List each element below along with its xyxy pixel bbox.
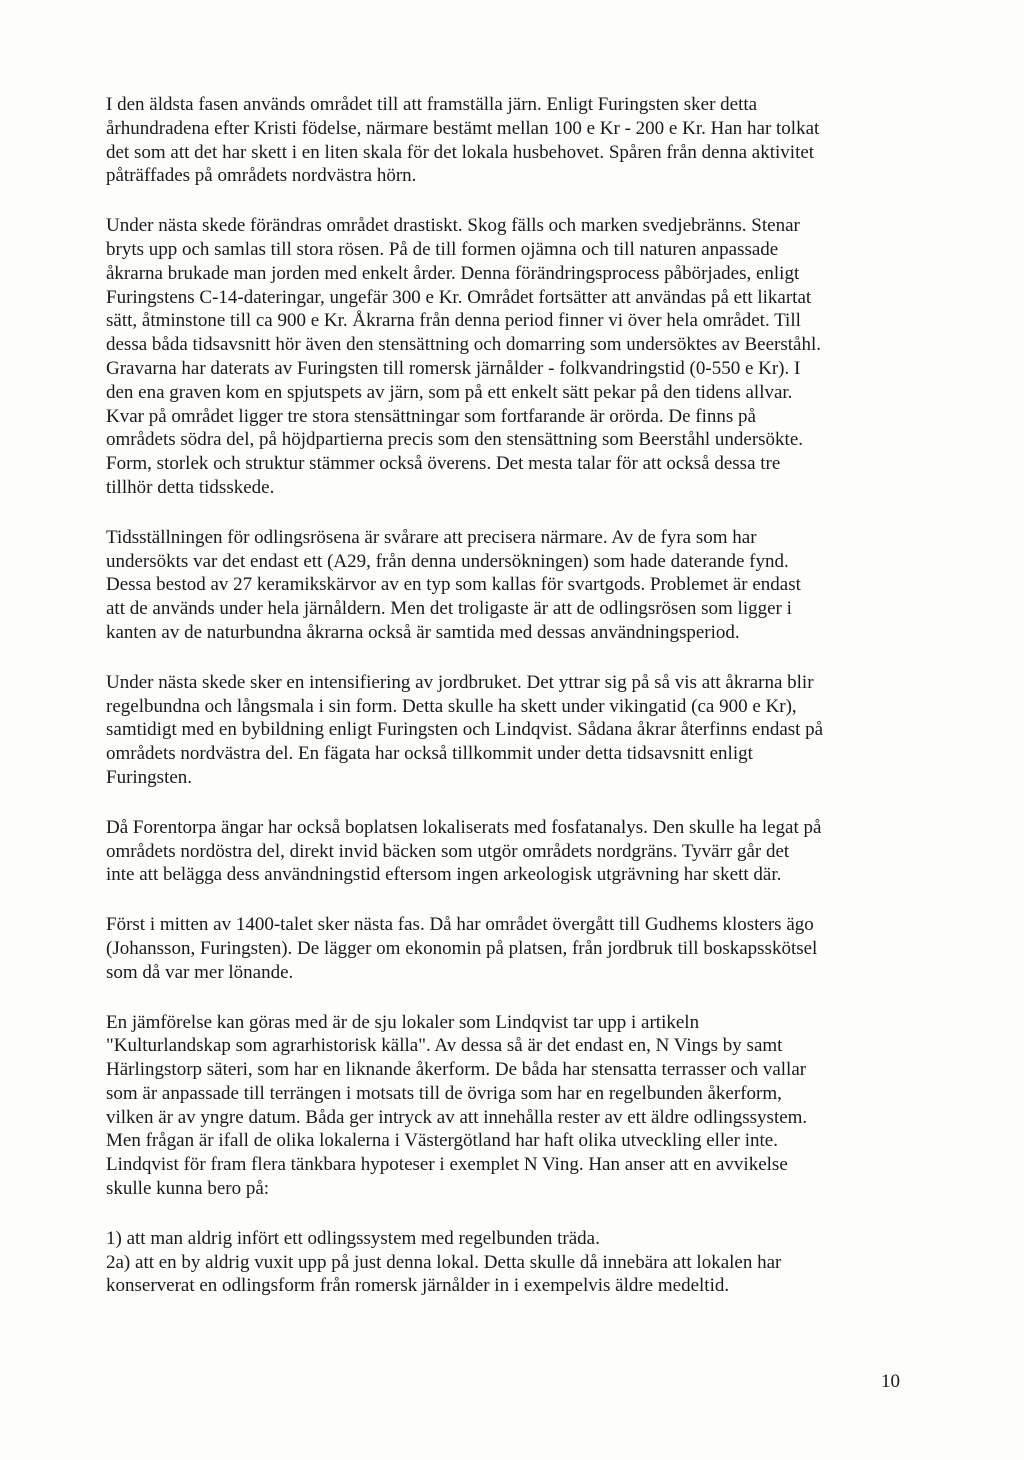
paragraph-comparison: En jämförelse kan göras med är de sju lokaler som Lindqvist tar upp i artikeln "Kulturlandskap som agrarhistorisk källa". Av dessa så är det endast en, N Vings by samt Härlingstorp säteri, som har en liknande åkerform. De båda har stensatta terrasser och vallar som är anpassade till terrängen i motsats till de övriga som har en regelbunden åkerform, vilken är av yngre datum. Båda ger intryck av att innehålla rester av ett äldre odlingssystem. Men frågan är ifall de olika lokalerna i Västergötland har haft olika utveckling eller inte. Lindqvist för fram flera tänkbara hypoteser i exemplet N Ving. Han anser att en avvikelse skulle kunna bero på: xyxy=(106,1011,808,1200)
list-item: 2a) att en by aldrig vuxit upp på just denna lokal. Detta skulle då innebära att lokalen har konserverat en odlingsform från romersk järnålder in i exempelvis äldre medeltid. xyxy=(106,1251,782,1297)
list-item: 1) att man aldrig infört ett odlingssystem med regelbunden träda. xyxy=(106,1227,600,1249)
paragraph-iron-production: I den äldsta fasen används området till att framställa järn. Enligt Furingsten sker detta århundradena efter Kristi födelse, närmare bestämt mellan 100 e Kr - 200 e Kr. Han har tolkat det som att det har skett i en liten skala för det lokala husbehovet. Spåren från denna aktivitet påträffades på områdets nordvästra hörn. xyxy=(106,94,820,187)
paragraph-settlement: Då Forentorpa ängar har också boplatsen lokaliserats med fosfatanalys. Den skulle ha legat på områdets nordöstra del, direkt invid bäcken som utgör områdets nordgräns. Tyvärr går det inte att belägga dess användningstid eftersom ingen arkeologisk utgrävning har skett där. xyxy=(106,816,822,886)
paragraph-landscape-change: Under nästa skede förändras området drastiskt. Skog fälls och marken svedjebränns. Stenar bryts upp och samlas till stora rösen. På de till formen ojämna och till naturen anpassade åkrarna brukade man jorden med enkelt årder. Denna förändringsprocess påbörjades, enligt Furingstens C-14-dateringar, ungefär 300 e Kr. Området fortsätter att användas på ett likartat sätt, åtminstone till ca 900 e Kr. Åkrarna från denna period finner vi över hela området. Till dessa båda tidsavsnitt hör även den stensättning och domarring som undersöktes av Beerståhl. Gravarna har daterats av Furingsten till romersk järnålder - folkvandringstid (0-550 e Kr). I den ena graven kom en spjutspets av järn, som på ett enkelt sätt pekar på den tidens allvar. Kvar på området ligger tre stora stensättningar som fortfarande är orörda. De finns på områdets södra del, på höjdpartierna precis som den stensättning som Beerståhl undersökte. Form, storlek och struktur stämmer också överens. Det mesta talar för att också dessa tre tillhör detta tidsskede. xyxy=(106,215,821,498)
document-body xyxy=(106,93,912,1298)
paragraph-monastery: Först i mitten av 1400-talet sker nästa fas. Då har området övergått till Gudhems klosters ägo (Johansson, Furingsten). De lägger om ekonomin på platsen, från jordbruk till boskapsskötsel som då var mer lönande. xyxy=(106,914,818,983)
paragraph-intensification: Under nästa skede sker en intensifiering av jordbruket. Det yttrar sig på så vis att åkrarna blir regelbundna och långsmala i sin form. Detta skulle ha skett under vikingatid (ca 900 e Kr), samtidigt med en bybildning enligt Furingsten och Lindqvist. Sådana åkrar återfinns endast på områdets nordvästra del. En fägata har också tillkommit under detta tidsavsnitt enligt Furingsten. xyxy=(106,671,824,788)
hypothesis-list xyxy=(106,1227,912,1298)
page-number: 10 xyxy=(881,1371,900,1392)
paragraph-clearance-cairns: Tidsställningen för odlingsrösena är svårare att precisera närmare. Av de fyra som har undersökts var det endast ett (A29, från denna undersökningen) som hade daterande fynd. Dessa bestod av 27 keramikskärvor av en typ som kallas för svartgods. Problemet är endast att de används under hela järnåldern. Men det troligaste är att de odlingsrösen som ligger i kanten av de naturbundna åkrarna också är samtida med dessas användningsperiod. xyxy=(106,526,801,643)
